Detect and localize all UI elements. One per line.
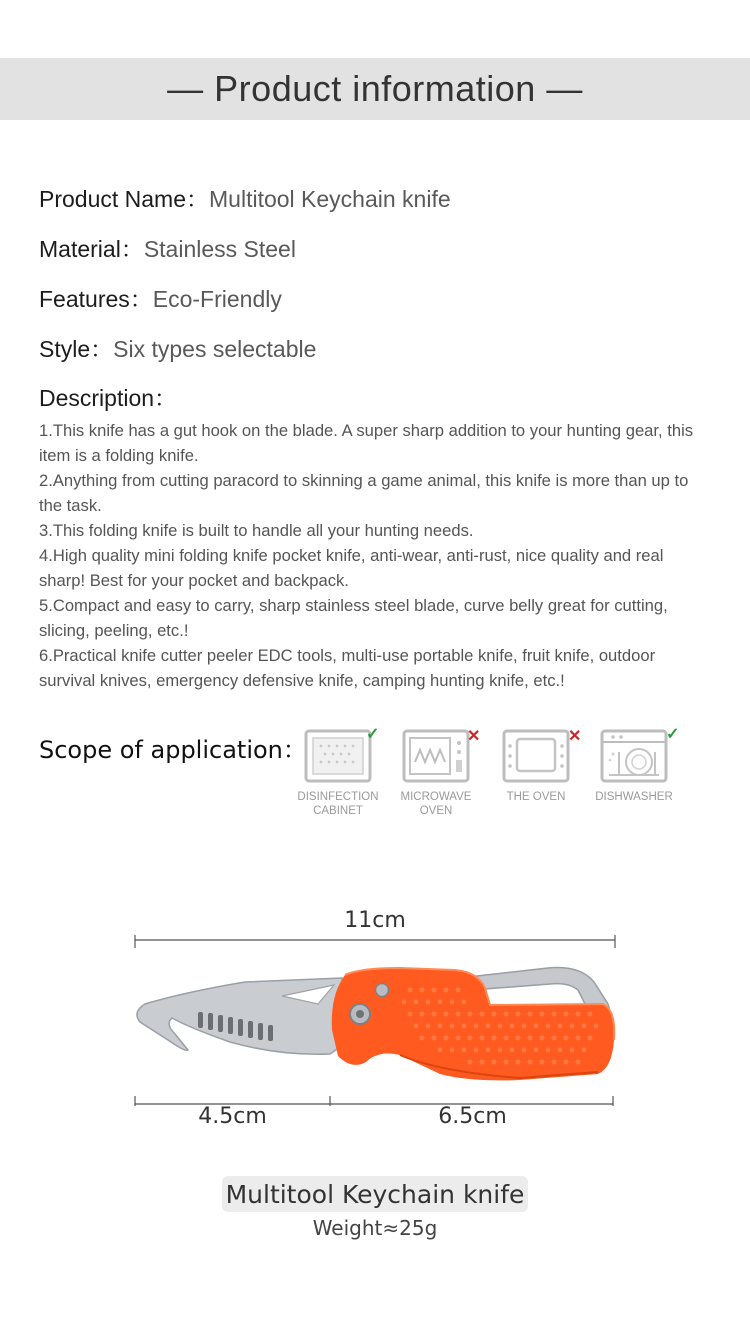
spec-value: Multitool Keychain knife <box>209 186 451 212</box>
spec-value: Eco-Friendly <box>152 286 282 312</box>
scope-title: Scope of application： <box>39 736 307 764</box>
knife-illustration <box>0 930 750 1110</box>
oven-icon <box>501 728 571 784</box>
disinfection-cabinet-icon <box>303 728 373 784</box>
description-heading: Description： <box>39 385 178 411</box>
description-line: 4.High quality mini folding knife pocket knife, anti-wear, anti-rust, nice quality and real sharp! Best for your pocket and backpack. <box>39 546 664 590</box>
spec-label: Material： <box>39 236 144 262</box>
segment-dimension-line <box>135 1096 613 1106</box>
description-line: 6.Practical knife cutter peeler EDC tools, multi-use portable knife, fruit knife, outdoor survival knives, emergency defensive knife, camping hunting knife, etc.! <box>39 646 656 690</box>
total-dimension-line <box>135 935 615 948</box>
spec-features <box>39 281 282 314</box>
section-title: — Product information — <box>167 68 583 109</box>
cross-icon: ✕ <box>568 728 582 745</box>
total-length-label: 11cm <box>344 908 406 933</box>
scope-item-label: THE OVEN <box>506 791 566 803</box>
check-icon: ✓ <box>366 726 380 743</box>
handle-length-label: 6.5cm <box>438 1104 507 1129</box>
scope-item-label: DISHWASHER <box>595 791 673 803</box>
product-weight: Weight≈25g <box>312 1216 438 1240</box>
product-caption: Multitool Keychain knife <box>222 1176 528 1212</box>
scope-item-label: MICROWAVE OVEN <box>400 791 472 817</box>
dishwasher-icon <box>599 728 669 784</box>
description-line: 3.This folding knife is built to handle all your hunting needs. <box>39 521 474 540</box>
spec-label: Features： <box>39 286 153 312</box>
scope-item-label: DISINFECTION CABINET <box>297 791 379 817</box>
spec-value: Six types selectable <box>113 336 317 362</box>
spec-material <box>39 231 296 264</box>
description-line: 5.Compact and easy to carry, sharp stainless steel blade, curve belly great for cutting, slicing, peeling, etc.! <box>39 596 668 640</box>
spec-product-name <box>39 181 451 214</box>
spec-label: Product Name： <box>39 186 210 212</box>
description-line: 1.This knife has a gut hook on the blade. A super sharp addition to your hunting gear, this item is a folding knife. <box>39 421 694 465</box>
blade-length-label: 4.5cm <box>198 1104 267 1129</box>
description-body <box>39 418 699 693</box>
check-icon: ✓ <box>666 726 680 743</box>
cross-icon: ✕ <box>467 728 481 745</box>
microwave-oven-icon <box>401 728 471 784</box>
spec-style <box>39 331 316 364</box>
spec-label: Style： <box>39 336 114 362</box>
spec-value: Stainless Steel <box>143 236 296 262</box>
section-banner <box>0 58 750 120</box>
lock-screw <box>376 984 389 997</box>
description-line: 2.Anything from cutting paracord to skinning a game animal, this knife is more than up to the task. <box>39 471 689 515</box>
